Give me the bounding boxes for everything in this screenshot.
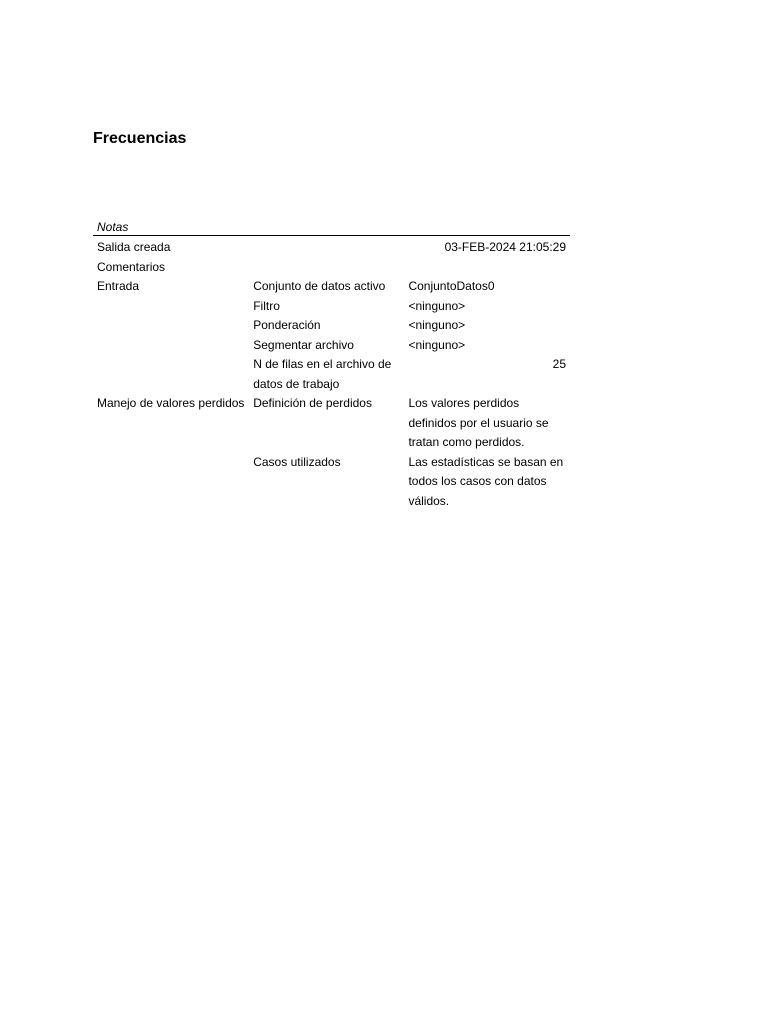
table-row	[93, 336, 570, 356]
row-label: Comentarios	[97, 259, 166, 274]
row-label	[93, 297, 249, 317]
row-label	[93, 355, 249, 394]
row-sublabel: Conjunto de datos activo	[253, 279, 386, 293]
table-row	[93, 394, 570, 453]
row-sublabel	[249, 258, 404, 278]
table-row	[93, 453, 570, 512]
row-sublabel: N de filas en el archivo de datos de trabajo	[253, 357, 392, 391]
table-caption: Notas	[93, 219, 570, 236]
table-row	[93, 258, 570, 278]
row-value: <ninguno>	[408, 337, 466, 352]
row-label	[93, 316, 249, 336]
row-sublabel: Filtro	[253, 298, 280, 313]
row-label: Salida creada	[97, 240, 171, 254]
row-sublabel	[249, 236, 404, 258]
row-value: 25	[552, 357, 566, 371]
row-label: Entrada	[97, 279, 140, 293]
table-row	[93, 316, 570, 336]
table-row	[93, 236, 570, 258]
row-sublabel: Segmentar archivo	[253, 337, 354, 352]
row-sublabel: Definición de perdidos	[253, 396, 372, 410]
row-label	[93, 336, 249, 356]
notes-table	[93, 219, 570, 511]
row-label	[93, 453, 249, 512]
row-value	[404, 258, 570, 278]
row-value: ConjuntoDatos0	[408, 279, 495, 293]
page-title: Frecuencias	[93, 130, 187, 147]
row-sublabel: Casos utilizados	[253, 454, 341, 469]
row-value: 03-FEB-2024 21:05:29	[444, 240, 566, 254]
row-label: Manejo de valores perdidos	[97, 396, 245, 410]
row-value: Las estadísticas se basan en todos los casos con datos válidos.	[408, 454, 564, 508]
table-row	[93, 297, 570, 317]
table-row	[93, 277, 570, 297]
row-sublabel: Ponderación	[253, 318, 321, 332]
row-value: <ninguno>	[408, 318, 466, 332]
row-value: Los valores perdidos definidos por el usuario se tratan como perdidos.	[408, 396, 549, 449]
row-value: <ninguno>	[408, 298, 466, 313]
table-row	[93, 355, 570, 394]
